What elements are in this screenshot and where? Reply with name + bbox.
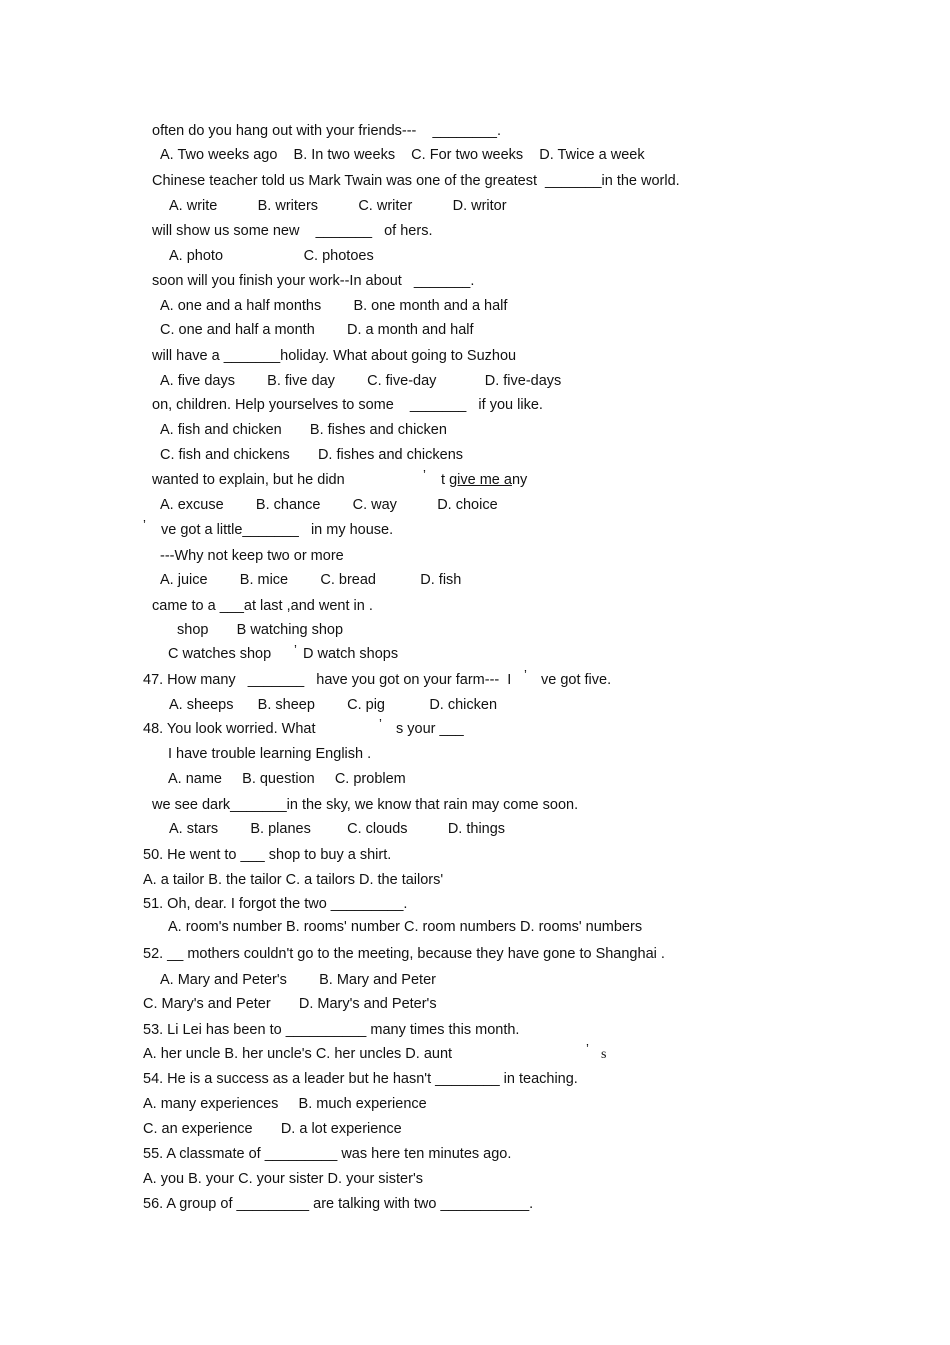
answer-options: C. one and half a month D. a month and half xyxy=(160,322,474,338)
answer-options: A. Mary and Peter's B. Mary and Peter xyxy=(160,972,436,988)
answer-options: A. stars B. planes C. clouds D. things xyxy=(169,821,506,837)
question-line: Chinese teacher told us Mark Twain was one of the greatest _______in the world. xyxy=(152,173,680,189)
question-line: soon will you finish your work--In about _______. xyxy=(152,273,475,289)
answer-options: C watches shop xyxy=(168,646,272,662)
question-line: I have trouble learning English . xyxy=(168,746,372,762)
answer-options: C. an experience D. a lot experience xyxy=(143,1121,402,1137)
apostrophe-mark: ’ xyxy=(143,517,146,532)
answer-options: D watch shops xyxy=(303,646,399,662)
apostrophe-mark: ’ xyxy=(294,642,297,657)
question-line: 51. Oh, dear. I forgot the two _________. xyxy=(143,896,408,912)
question-line: will have a _______holiday. What about going to Suzhou xyxy=(152,348,517,364)
answer-options: C. fish and chickens D. fishes and chickens xyxy=(160,447,464,463)
answer-options: A. one and a half months B. one month and a half xyxy=(160,298,508,314)
answer-options: A. five days B. five day C. five-day D. five-days xyxy=(160,373,562,389)
underlined-text: give me a xyxy=(449,472,512,488)
text-fragment: ny xyxy=(511,472,528,488)
question-line: wanted to explain, but he didn xyxy=(152,472,345,488)
answer-options: A. juice B. mice C. bread D. fish xyxy=(160,572,462,588)
question-line: on, children. Help yourselves to some _______ if you like. xyxy=(152,397,543,413)
answer-options: A. Two weeks ago B. In two weeks C. For two weeks D. Twice a week xyxy=(160,147,645,163)
question-line: we see dark_______in the sky, we know that rain may come soon. xyxy=(152,797,579,813)
text-fragment: t xyxy=(441,472,450,488)
answer-options: A. write B. writers C. writer D. writor xyxy=(169,198,507,214)
question-line: 52. __ mothers couldn't go to the meeting, because they have gone to Shanghai . xyxy=(143,946,665,962)
answer-options: A. name B. question C. problem xyxy=(168,771,406,787)
question-line: 47. How many _______ have you got on your farm--- I xyxy=(143,672,512,688)
question-line: 48. You look worried. What xyxy=(143,721,316,737)
answer-options: A. you B. your C. your sister D. your sister's xyxy=(143,1171,423,1187)
apostrophe-mark: ’ xyxy=(379,716,382,731)
answer-options: A. excuse B. chance C. way D. choice xyxy=(160,497,498,513)
answer-options: A. sheeps B. sheep C. pig D. chicken xyxy=(169,697,498,713)
answer-options-part: s xyxy=(601,1047,607,1062)
apostrophe-mark: ’ xyxy=(586,1041,589,1056)
question-line: 54. He is a success as a leader but he hasn't ________ in teaching. xyxy=(143,1071,578,1087)
question-line: came to a ___at last ,and went in . xyxy=(152,598,373,614)
question-line: will show us some new _______ of hers. xyxy=(152,223,433,239)
answer-options: A. photo C. photoes xyxy=(169,248,374,264)
answer-options: shop B watching shop xyxy=(177,622,344,638)
answer-options: A. many experiences B. much experience xyxy=(143,1096,427,1112)
question-line: 50. He went to ___ shop to buy a shirt. xyxy=(143,847,392,863)
question-line: ---Why not keep two or more xyxy=(160,548,344,564)
answer-options: A. a tailor B. the tailor C. a tailors D. the tailors' xyxy=(143,872,444,888)
question-line-part xyxy=(441,471,527,489)
question-line-part: ve got five. xyxy=(541,672,612,688)
question-line: ve got a little_______ in my house. xyxy=(161,522,394,538)
apostrophe-mark: ’ xyxy=(524,667,527,682)
question-line: 55. A classmate of _________ was here ten minutes ago. xyxy=(143,1146,512,1162)
question-line: 56. A group of _________ are talking with two ___________. xyxy=(143,1196,534,1212)
answer-options: C. Mary's and Peter D. Mary's and Peter's xyxy=(143,996,437,1012)
question-line-part: s your ___ xyxy=(396,721,464,737)
answer-options: A. room's number B. rooms' number C. room numbers D. rooms' numbers xyxy=(168,919,643,935)
question-line: often do you hang out with your friends--- ________. xyxy=(152,123,502,139)
answer-options: A. her uncle B. her uncle's C. her uncles D. aunt xyxy=(143,1046,453,1062)
apostrophe-mark: ’ xyxy=(423,467,426,482)
question-line: 53. Li Lei has been to __________ many times this month. xyxy=(143,1022,520,1038)
answer-options: A. fish and chicken B. fishes and chicken xyxy=(160,422,447,438)
